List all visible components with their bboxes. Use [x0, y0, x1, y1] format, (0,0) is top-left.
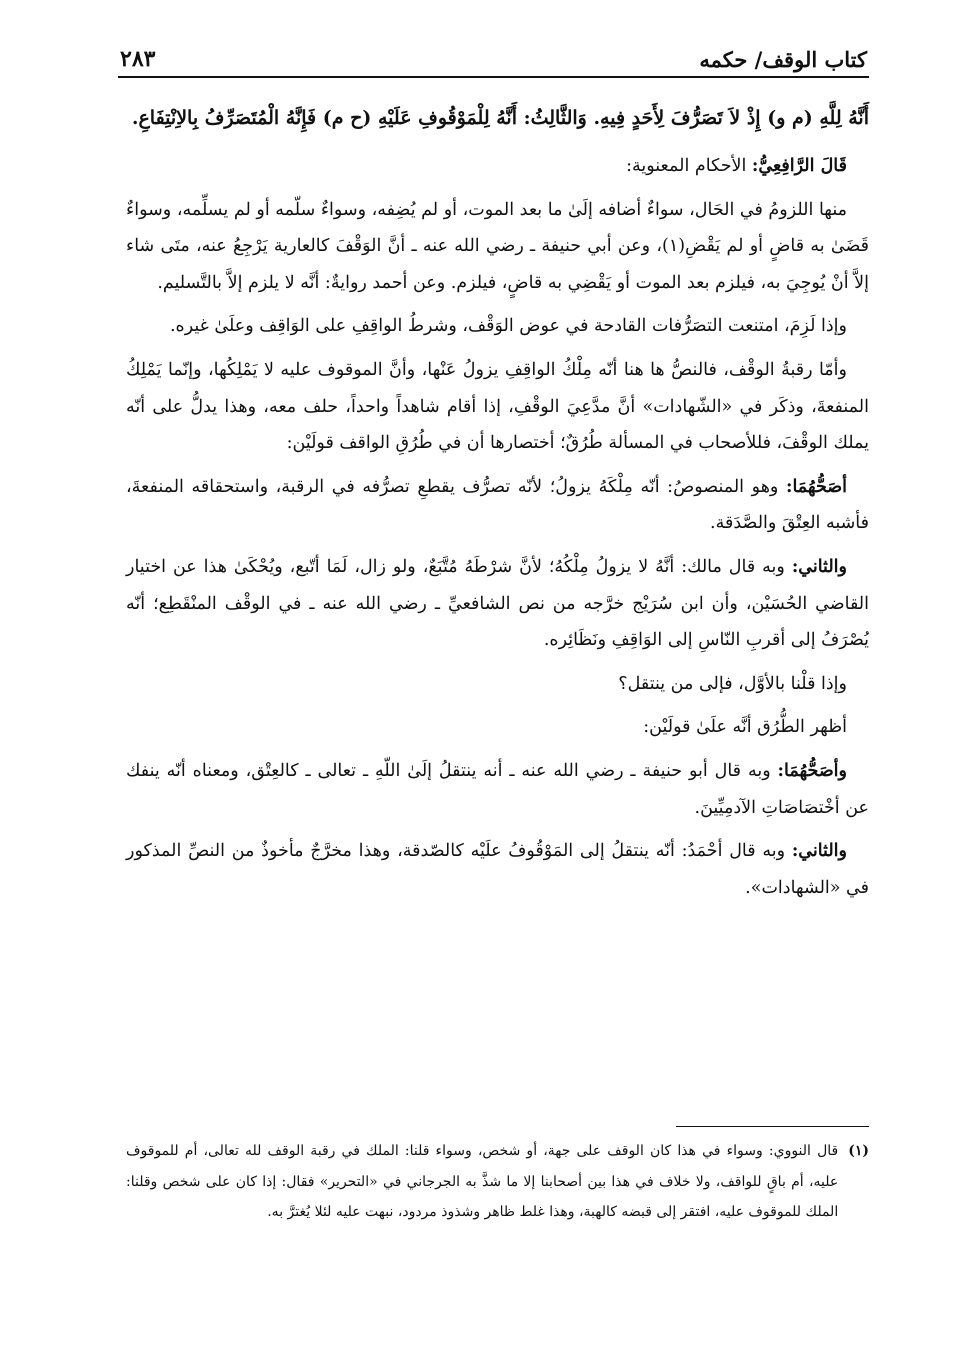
footnote-rule — [676, 1126, 869, 1127]
paragraph — [126, 549, 869, 659]
paragraph-text: أظهر الطُّرُق أنَّه علَىٰ قولَيْن: — [643, 717, 847, 738]
paragraph — [126, 709, 869, 746]
paragraph — [126, 148, 869, 185]
paragraph-text: وإذا لَزِمَ، امتنعت التصَرُّفات القادحة في عوض الوَقْف، وشرطُ الواقِفِ على الوَاقِف وعلَىٰ غيره. — [169, 316, 847, 337]
paragraph-label: أصَحُّهُمَا: — [786, 476, 848, 497]
paragraph — [126, 192, 869, 302]
paragraph-label: قَالَ الرَّافِعِيُّ: — [751, 156, 847, 176]
paragraph-text: وهو المنصوصُ: أنّه مِلْكَهُ يزولُ؛ لأنّه تصرُّف يقطعِ تصرُّفه في الرقبة، واستحقاقه المنفعةَ، فأشبه العِتْقَ والصَّدَقة. — [126, 476, 869, 534]
paragraph-text: وبه قال مالك: أنَّهُ لا يزولُ مِلْكُهُ؛ لأنَّ شرْطَهُ مُتَّبَعٌ، ولو زال، لَمَا أتّبع، ويُحْكَىٰ هذا عن اختيار القاضي الحُسَيْن، وأن ابن سُرَيْج خرَّجه من نص الشافعيِّ ـ رضي الله عنه ـ في الوقْف المنْقَطِع؛ أنّه يُصْرَفُ إلى أقربِ النّاسِ إلى الوَاقِفِ ونَظَائِره. — [126, 556, 869, 651]
paragraph-text: وبه قال أبو حنيفة ـ رضي الله عنه ـ أنه ينتقلُ إلَىٰ اللّهِ ـ تعالى ـ كالعِتْق، ومعناه أنّه ينفك عن أخْتصَاصَاتِ الآدمِيِّينَ. — [126, 760, 869, 818]
page-header — [120, 38, 867, 72]
paragraph-text: منها اللزومُ في الحَال، سواءٌ أضافه إلَىٰ ما بعد الموت، أو لم يُضِفه، وسواءٌ سلّمه أو لم يسلِّمه، وسواءٌ قَضَىٰ به قاضٍ أو لم يَقْضِ(١)، وعن أبي حنيفة ـ رضي الله عنه ـ أنَّ الوَقْفَ كالعارية يَرْجِعُ عنه، متَى شاء إلاَّ أنْ يُوجِيَ به، فيلزم بعد الموت أو يَقْضِي به قاضٍ، فيلزم. وعن أحمد روايةٌ: أنَّه لا يلزم إلاَّ بالتَّسليم. — [126, 199, 869, 293]
paragraph-text: وإذا قلْنا بالأوَّل، فإلى من ينتقل؟ — [618, 673, 847, 694]
paragraph — [126, 469, 869, 542]
footnote-number: (١) — [848, 1143, 869, 1159]
paragraph-label: وأصَحُّهُمَا: — [777, 760, 847, 781]
footnote — [126, 1136, 869, 1228]
paragraph — [126, 352, 869, 462]
paragraph — [126, 753, 869, 826]
paragraph — [126, 833, 869, 906]
header-rule — [118, 76, 869, 78]
paragraph-text: وأمّا رقبةُ الوقْف، فالنصُّ ها هنا أنّه مِلْكُ الواقِفِ يزولُ عَنْها، وأنَّ الموقوف عليه لا يَمْلِكُها، وإنّما يَمْلِكُ المنفعةَ، وذكَر في «الشّهادات» أنَّ مدَّعِيَ الوقْفِ، إذا أقام شاهداً واحداً، حلف معه، وهذا يدلُّ على أنّه يملك الوقْفَ، فللأصحاب في المسألة طُرُقٌ؛ أختصارها أن في طُرُقِ الواقف قولَيْن: — [126, 359, 869, 454]
running-title: كتاب الوقف/ حكمه — [699, 47, 867, 72]
paragraph-label: والثاني: — [791, 556, 847, 577]
paragraph — [126, 666, 869, 703]
matn-paragraph — [126, 98, 869, 138]
page-number: ٢٨٣ — [120, 46, 156, 72]
main-text — [126, 98, 869, 913]
paragraph — [126, 308, 869, 345]
paragraph-label: والثاني: — [791, 841, 847, 862]
paragraph-text: الأحكام المعنوية: — [626, 156, 752, 176]
paragraph-text: وبه قال أحْمَدُ: أنّه ينتقلُ إلى المَوْقُوفُ علَيْه كالصّدقة، وهذا مخرَّجٌ مأخوذٌ من النصِّ المذكور في «الشهادات». — [126, 841, 869, 898]
matn-text: أَنَّهُ لِلَّهِ (م و) إِذْ لاَ تَصَرُّفَ لِأَحَدٍ فِيهِ. وَالثَّالِثُ: أَنَّهُ لِلْمَوْقُوفِ عَلَيْهِ (ح م) فَإِنَّهُ الْمُتَصَرِّفُ بِالاِنْتِفَاعِ. — [131, 107, 869, 129]
footnote-text: قال النووي: وسواء في هذا كان الوقف على جهة، أو شخص، وسواء قلنا: الملك في رقبة الوقف لله تعالى، أم للموقوف عليه، أم باقٍ للواقف، ولا خلاف في هذا بين أصحابنا إلا ما شذَّ به الجرجاني في «التحرير» فقال: إذا كان على شخص وقلنا: الملك للموقوف عليه، افتقر إلى قبضه كالهبة، وهذا غلط ظاهر وشذوذ مردود، نبهت عليه لئلا يُغترَّ به. — [126, 1143, 839, 1220]
